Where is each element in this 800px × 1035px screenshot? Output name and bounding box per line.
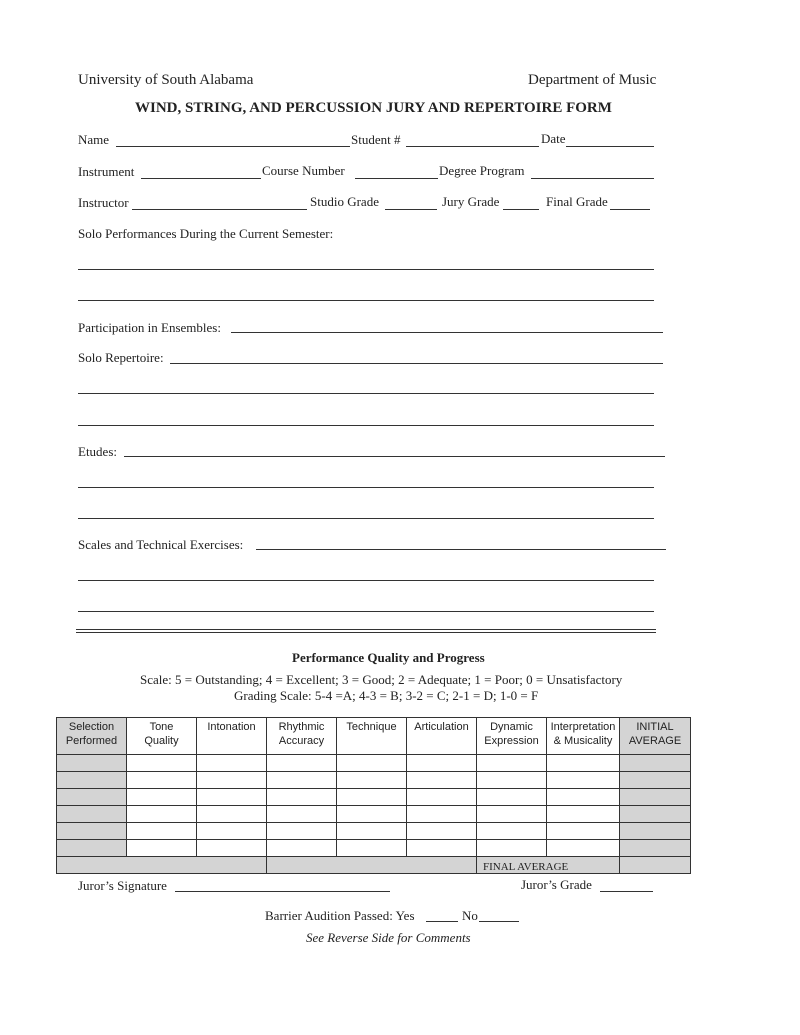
barrier-no-field[interactable]: [479, 921, 519, 922]
table-header-row: [57, 718, 691, 755]
score-cell[interactable]: [337, 755, 407, 772]
divider-line-top: [76, 629, 656, 630]
jury-grade-label: Jury Grade: [442, 194, 500, 209]
table-row: [57, 806, 691, 823]
divider-line-bottom: [76, 632, 656, 633]
solo-performances-line-1[interactable]: [78, 269, 654, 270]
student-number-field[interactable]: [406, 146, 539, 147]
table-row: [57, 840, 691, 857]
solo-repertoire-label: Solo Repertoire:: [78, 350, 164, 365]
score-cell[interactable]: [547, 840, 620, 857]
department-name: Department of Music: [528, 72, 657, 88]
final-grade-field[interactable]: [610, 209, 650, 210]
grading-scale-legend: Grading Scale: 5-4 =A; 4-3 = B; 3-2 = C; 2-1 = D; 1-0 = F: [234, 688, 539, 703]
average-cell[interactable]: [620, 806, 691, 823]
university-name: University of South Alabama: [78, 72, 254, 88]
scales-line-1[interactable]: [256, 549, 666, 550]
solo-performances-label: Solo Performances During the Current Semester:: [78, 226, 334, 241]
score-cell[interactable]: [337, 789, 407, 806]
instrument-field[interactable]: [141, 178, 261, 179]
score-cell[interactable]: [407, 806, 477, 823]
etudes-line-3[interactable]: [78, 518, 654, 519]
header-rhythmic-accuracy: Rhythmic Accuracy: [267, 718, 337, 755]
course-number-label: Course Number: [262, 163, 345, 178]
score-cell[interactable]: [127, 772, 197, 789]
score-cell[interactable]: [197, 789, 267, 806]
selection-cell[interactable]: [57, 755, 127, 772]
instrument-label: Instrument: [78, 164, 135, 179]
header-tone-quality: Tone Quality: [127, 718, 197, 755]
header-initial-average: INITIAL AVERAGE: [620, 718, 691, 755]
score-cell[interactable]: [267, 840, 337, 857]
final-average-cell[interactable]: [620, 857, 691, 874]
etudes-label: Etudes:: [78, 444, 117, 459]
solo-repertoire-line-1[interactable]: [170, 363, 663, 364]
selection-cell[interactable]: [57, 789, 127, 806]
score-cell[interactable]: [267, 772, 337, 789]
scales-line-2[interactable]: [78, 580, 654, 581]
average-cell[interactable]: [620, 823, 691, 840]
juror-grade-label: Juror’s Grade: [521, 877, 592, 892]
score-cell[interactable]: [477, 772, 547, 789]
score-cell[interactable]: [337, 823, 407, 840]
solo-repertoire-line-2[interactable]: [78, 393, 654, 394]
course-number-field[interactable]: [355, 178, 438, 179]
average-cell[interactable]: [620, 840, 691, 857]
final-row-blank: [57, 857, 267, 874]
score-cell[interactable]: [197, 772, 267, 789]
form-title: WIND, STRING, AND PERCUSSION JURY AND REPERTOIRE FORM: [135, 100, 612, 116]
score-cell[interactable]: [407, 840, 477, 857]
score-cell[interactable]: [267, 806, 337, 823]
instructor-label: Instructor: [78, 195, 129, 210]
table-row: [57, 823, 691, 840]
score-cell[interactable]: [547, 755, 620, 772]
score-cell[interactable]: [197, 806, 267, 823]
studio-grade-field[interactable]: [385, 209, 437, 210]
score-cell[interactable]: [127, 840, 197, 857]
ensembles-label: Participation in Ensembles:: [78, 320, 221, 335]
barrier-audition-label: Barrier Audition Passed: Yes: [265, 908, 415, 923]
performance-title: Performance Quality and Progress: [292, 650, 485, 665]
score-cell[interactable]: [127, 789, 197, 806]
header-selection-performed: Selection Performed: [57, 718, 127, 755]
score-cell[interactable]: [407, 789, 477, 806]
final-grade-label: Final Grade: [546, 194, 608, 209]
score-cell[interactable]: [127, 806, 197, 823]
score-cell[interactable]: [477, 806, 547, 823]
score-cell[interactable]: [127, 823, 197, 840]
score-cell[interactable]: [477, 789, 547, 806]
score-cell[interactable]: [547, 789, 620, 806]
name-field[interactable]: [116, 146, 350, 147]
average-cell[interactable]: [620, 789, 691, 806]
score-cell[interactable]: [197, 755, 267, 772]
scales-line-3[interactable]: [78, 611, 654, 612]
degree-program-label: Degree Program: [439, 163, 525, 178]
score-cell[interactable]: [547, 823, 620, 840]
header-dynamic-expression: Dynamic Expression: [477, 718, 547, 755]
juror-grade-field[interactable]: [600, 891, 653, 892]
score-cell[interactable]: [547, 772, 620, 789]
average-cell[interactable]: [620, 772, 691, 789]
header-articulation: Articulation: [407, 718, 477, 755]
average-cell[interactable]: [620, 755, 691, 772]
score-cell[interactable]: [407, 755, 477, 772]
selection-cell[interactable]: [57, 840, 127, 857]
studio-grade-label: Studio Grade: [310, 194, 379, 209]
juror-signature-label: Juror’s Signature: [78, 878, 167, 893]
header-intonation: Intonation: [197, 718, 267, 755]
score-cell[interactable]: [477, 755, 547, 772]
evaluation-table: [56, 717, 691, 874]
score-cell[interactable]: [127, 755, 197, 772]
solo-repertoire-line-3[interactable]: [78, 425, 654, 426]
header-technique: Technique: [337, 718, 407, 755]
date-label: Date: [541, 131, 566, 146]
score-cell[interactable]: [197, 840, 267, 857]
score-cell[interactable]: [267, 755, 337, 772]
score-cell[interactable]: [477, 840, 547, 857]
scales-label: Scales and Technical Exercises:: [78, 537, 244, 552]
score-cell[interactable]: [547, 806, 620, 823]
score-cell[interactable]: [337, 840, 407, 857]
score-cell[interactable]: [197, 823, 267, 840]
selection-cell[interactable]: [57, 772, 127, 789]
score-cell[interactable]: [407, 823, 477, 840]
ensembles-field[interactable]: [231, 332, 663, 333]
instructor-field[interactable]: [132, 209, 307, 210]
final-row-blank: [267, 857, 477, 874]
score-cell[interactable]: [337, 806, 407, 823]
table-row: [57, 772, 691, 789]
selection-cell[interactable]: [57, 806, 127, 823]
table-row: [57, 755, 691, 772]
juror-signature-field[interactable]: [175, 891, 390, 892]
selection-cell[interactable]: [57, 823, 127, 840]
name-label: Name: [78, 132, 110, 147]
reverse-side-note: See Reverse Side for Comments: [306, 930, 471, 945]
etudes-line-2[interactable]: [78, 487, 654, 488]
degree-program-field[interactable]: [531, 178, 654, 179]
etudes-line-1[interactable]: [124, 456, 665, 457]
table-row: [57, 789, 691, 806]
solo-performances-line-2[interactable]: [78, 300, 654, 301]
final-average-label: FINAL AVERAGE: [477, 857, 620, 874]
score-cell[interactable]: [337, 772, 407, 789]
scale-legend: Scale: 5 = Outstanding; 4 = Excellent; 3 = Good; 2 = Adequate; 1 = Poor; 0 = Unsatisfactory: [140, 672, 623, 687]
date-field[interactable]: [566, 146, 654, 147]
score-cell[interactable]: [477, 823, 547, 840]
header-interpretation-musicality: Interpretation & Musicality: [547, 718, 620, 755]
score-cell[interactable]: [407, 772, 477, 789]
jury-grade-field[interactable]: [503, 209, 539, 210]
barrier-yes-field[interactable]: [426, 921, 458, 922]
final-average-row: [57, 857, 691, 874]
student-number-label: Student #: [351, 132, 401, 147]
score-cell[interactable]: [267, 789, 337, 806]
score-cell[interactable]: [267, 823, 337, 840]
barrier-no-label: No: [462, 908, 478, 923]
